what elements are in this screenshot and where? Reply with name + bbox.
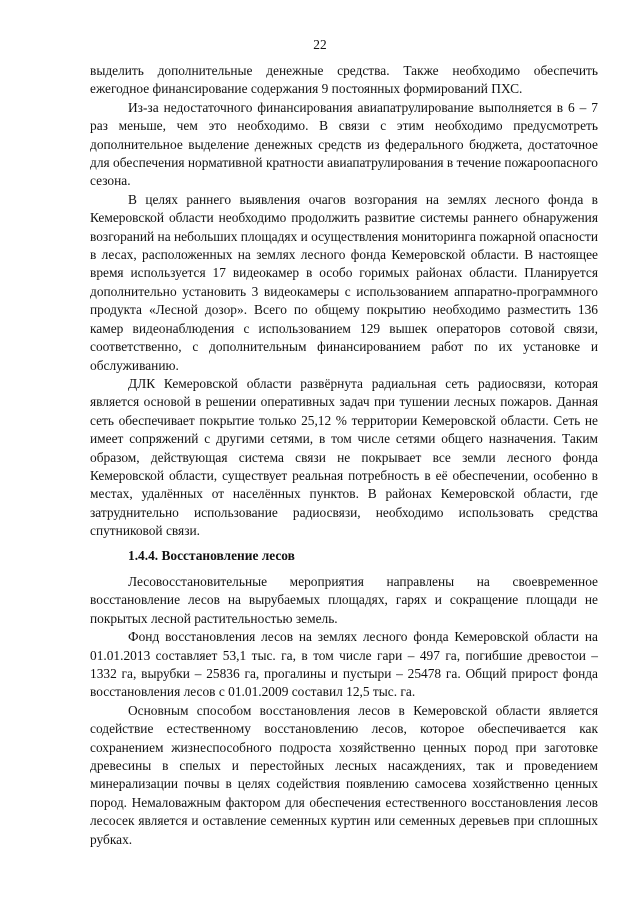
paragraph: ДЛК Кемеровской области развёрнута радиальная сеть радиосвязи, которая является основой в решении оперативных задач при тушении лесных пожаров. Данная сеть обеспечивает покрытие только 25,12 % территории Кемеровской области. Сеть не имеет сопряжений с другими сетями, в том числе сетями общего назначения. Таким образом, действующая система связи не покрывает все земли лесного фонда Кемеровской области, существует реальная потребность в её обеспечении, особенно в местах, удалённых от населённых пунктов. В районах Кемеровской области, где затруднительно использование радиосвязи, необходимо использовать средства спутниковой связи. <box>90 375 598 539</box>
paragraph: выделить дополнительные денежные средства. Также необходимо обеспечить ежегодное финансирование содержания 9 постоянных формирований ПХС. <box>90 63 598 97</box>
paragraph: В целях раннего выявления очагов возгорания на землях лесного фонда в Кемеровской области необходимо продолжить развитие системы раннего обнаружения возгораний на небольших площадях и осуществления мониторинга пожарной опасности в лесах, расположенных на землях лесного фонда Кемеровской области. В настоящее время используется 17 видеокамер в особо горимых районах области. Планируется дополнительно установить 3 видеокамеры с использованием аппаратно-программного продукта «Лесной дозор». Всего по общему покрытию необходимо разместить 136 камер видеонаблюдения с использованием 129 вышек операторов сотовой связи, соответственно, с дополнительным финансированием работ по их установке и обслуживанию. <box>90 191 598 373</box>
paragraph: Фонд восстановления лесов на землях лесного фонда Кемеровской области на 01.01.2013 составляет 53,1 тыс. га, в том числе гари – 497 га, погибшие древостои – 1332 га, вырубки – 25836 га, прогалины и пустыри – 25478 га. Общий прирост фонда восстановления лесов с 01.01.2009 составил 12,5 тыс. га. <box>90 629 598 700</box>
page-number: 22 <box>313 37 327 52</box>
paragraph: Из-за недостаточного финансирования авиапатрулирование выполняется в 6 – 7 раз меньше, чем это необходимо. В связи с этим необходимо предусмотреть дополнительное выделение денежных средств из федерального бюджета, достаточное для обеспечения нормативной кратности авиапатрулирования в течение пожароопасного сезона. <box>90 99 598 189</box>
section-heading: 1.4.4. Восстановление лесов <box>128 547 295 563</box>
paragraph: Основным способом восстановления лесов в Кемеровской области является содействие естественному восстановлению лесов, которое обеспечивается как сохранением жизнеспособного подроста хозяйственно ценных пород при заготовке древесины в спелых и перестойных лесных насаждениях, так и проведением минерализации почвы в целях содействия появлению самосева хозяйственно ценных пород. Немаловажным фактором для обеспечения естественного восстановления лесов лесосек является и оставление семенных куртин или семенных деревьев при сплошных рубках. <box>90 702 598 847</box>
body-text <box>90 62 598 849</box>
paragraph: Лесовосстановительные мероприятия направлены на своевременное восстановление лесов на вырубаемых площадях, гарях и сокращение площади не покрытых лесной растительностью земель. <box>90 573 598 626</box>
